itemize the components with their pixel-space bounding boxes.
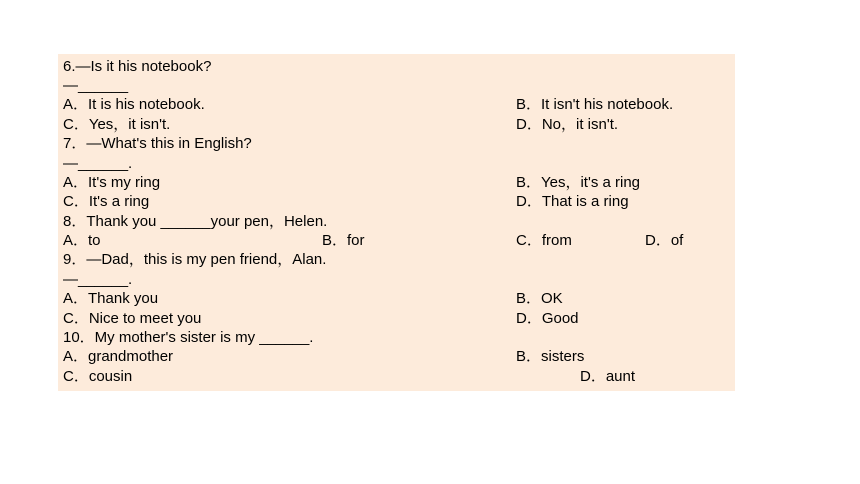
question-6-option-d: D．No，it isn't. bbox=[516, 116, 619, 133]
question-9-option-c: C．Nice to meet you bbox=[63, 310, 202, 327]
question-9-stem: 9．—Dad，this is my pen friend，Alan. bbox=[63, 251, 327, 268]
question-9-option-a: A．Thank you bbox=[63, 290, 159, 307]
question-8-option-c: C．from bbox=[516, 232, 572, 249]
question-7-option-c: C．It's a ring bbox=[63, 193, 150, 210]
question-6-option-b: B．It isn't his notebook. bbox=[516, 96, 674, 113]
question-8-stem: 8．Thank you ______your pen，Helen. bbox=[63, 213, 328, 230]
question-10-option-c: C．cousin bbox=[63, 368, 133, 385]
question-10-option-b: B．sisters bbox=[516, 348, 585, 365]
question-6-blank: —______ bbox=[63, 77, 129, 94]
question-8-option-a: A．to bbox=[63, 232, 101, 249]
question-8-option-b: B．for bbox=[322, 232, 365, 249]
question-6-stem: 6.—Is it his notebook? bbox=[63, 58, 212, 75]
question-6-option-a: A．It is his notebook. bbox=[63, 96, 205, 113]
question-10-option-d: D．aunt bbox=[580, 368, 636, 385]
question-6-option-c: C．Yes，it isn't. bbox=[63, 116, 171, 133]
question-7-blank: —______. bbox=[63, 155, 133, 172]
question-9-blank: —______. bbox=[63, 271, 133, 288]
question-7-option-a: A．It's my ring bbox=[63, 174, 161, 191]
question-7-option-b: B．Yes，it's a ring bbox=[516, 174, 641, 191]
question-9-option-d: D．Good bbox=[516, 310, 579, 327]
question-10-option-a: A．grandmother bbox=[63, 348, 174, 365]
question-7-stem: 7．—What's this in English? bbox=[63, 135, 252, 152]
question-9-option-b: B．OK bbox=[516, 290, 563, 307]
question-10-stem: 10．My mother's sister is my ______. bbox=[63, 329, 314, 346]
question-7-option-d: D．That is a ring bbox=[516, 193, 629, 210]
question-8-option-d: D．of bbox=[645, 232, 684, 249]
